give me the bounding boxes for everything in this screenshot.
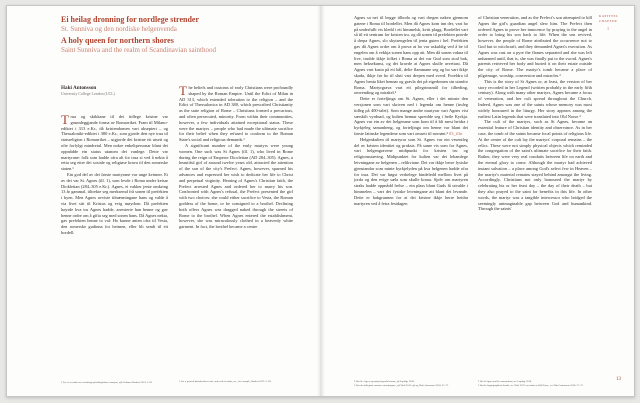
paragraph-text: rua og skikkane til dei tidlege kristne var grunnleggjande forma av Romarriket. Fram til Milano-ediktet i 313 e.Kr., då kristendomen vart akseptert – og Thessaloniki-ediktet i 380 e.Kr., som gjorde den nye trua til statsreligion i Romarriket – utgjorde dei kristne eit utsett og ofte forfylgt mindretal. Men nokre enkeltpersonar blant dei oppnådde ein status utanom det vanlege. Dette var martyrane: folk som hadde ofra alt for trua si ved å nekta å retta seg etter dei sosiale og religiøse krava til den romerske staten.¹ [61,114,168,172]
paragraph: The cult of the martyrs, such as St Agnes, became an essential feature of Christian identity and observance. As in her case, the tomb of the saints became focal points of religious life. At the centre of the cult lay the martyrs' corporal remains – the relics. These were not simply physical objects which reminded the congregation of the saint's ultimate sacrifice for their faith. Rather, they were very real conduits between life on earth and the eternal glory to come. Although the martyr had achieved instant salvation – a place among God's select few in Heaven – the martyr's material remains stayed behind amongst the living. Accordingly, Christians not only honoured the martyr by celebrating his or her feast day – the day of their death – but they also prayed to the saint for benefits in this life. In other words, the martyr was a tangible intercessor who bridged the seemingly unimaginable gap between God and humankind. Through the saints' [478,119,592,212]
page-subtitle-norwegian: St. Sunniva og den nordiske helgenvenda [61,24,177,33]
footnote-line: 2 On St Agnes and her martyrdom, see Lapidge 2018. [478,380,532,383]
paragraph: Helgenkulten til martyrar som St. Agnes var ein vesentleg del av kristen identitet og praksis. På same vis som for Agnes, vart helgengravene midtpunkt for kristen tru og religionsutøving. Midtpunktet for kulten var dei lekamlege leivningane av helgenen – relikviane. Dei var ikkje berre fysiske gjenstandar som minte kyrkjelyden på kva helgenen hadde ofra for trua. Dei var høgst verkelege bindeledd mellom livet på jorda og den evige sæla som skulle koma. Sjølv om martyren straks hadde oppnådd frelse – ein plass blant Guds få utvalde i himmelen – vart dei fysiske leivningane att blant dei levande. Dette er bakgrunnen for at dei kristne ikkje berre heidra martyren ved å feira festdagen [354,136,468,206]
paragraph-text: he beliefs and customs of early Christians were profoundly shaped by the Roman Empire. Until the Edict of Milan in AD 313, which extended toleration to the religion – and the Edict of Thessalonica in AD 380, which prescribed Christianity as the state religion of Rome – Christians formed a precarious, and often persecuted, minority. From within their communities, however, a few individuals attained exceptional status. These were the martyrs – people who had made the ultimate sacrifice for their belief when they refused to conform to the Roman State's social and religious demands.¹ [179,85,293,143]
title-block [61,15,281,54]
paragraph: Ein god del av dei første martyrane var unge kvinner. Ei av dei var St. Agnes (ill. 1), som levde i Roma under keisar Diokletian (284–305 e.Kr.). Agnes, ei vakker jente omkring 13 år gammal, tiltrekte seg merksemd frå sonen til prefekten i byen. Men Agnes avviste tilnærmingane hans og valde å via livet sitt til Kristus og evig møydom. Då prefekten høyrde kva tru Agnes hadde, arresterte han henne og gav henne ordre om å gifta seg med sonen hans. Då Agnes nekta, gav prefekten henne to val: Ho kunne anten ofra til Vesta, den romerske gudinna for heimen, eller bli sendt til eit bordell. [61,171,168,235]
paragraph: of Christian veneration, and as the Prefect's son attempted to kill Agnes the girl's guardian angel slew him. The Prefect then ordered Agnes to prove her innocence by praying to the angel in order to bring his son back to life. When the son revived, however, the people of Rome attributed the occurrence not to God but to witchcraft, and they demanded Agnes's execution. As Agnes was cast on a pyre the flames separated and she was left unharmed until, that is, she was finally put to the sword. Agnes's parents retrieved her body and buried it on their estate outside the city of Rome. The martyr's tomb became a place of pilgrimage, worship, conversion and miracles.² [478,15,592,78]
left-page-column-norwegian [61,114,168,266]
right-page-column-norwegian [354,15,468,267]
chapter-number: 1 [606,26,610,32]
page-title-english: A holy queen for northern shores [61,36,174,45]
footnote-norwegian [61,381,169,385]
paragraph: A significant number of the early martyrs were young women. One such was St Agnes (ill. 1), who lived in Rome during the reign of Emperor Diocletian (AD 284–305). Agnes, a beautiful girl of around twelve years old, attracted the attention of the son of the city's Prefect. Agnes, however, spurned his advances and expressed her wish to dedicate her life to Christ and perpetual virginity. Hearing of Agnes's Christian faith, the Prefect arrested Agnes and ordered her to marry his son. Confronted with Agnes's refusal, the Prefect presented the girl with two choices: she could either sacrifice to Vesta, the Roman goddess of the home, or be consigned to a brothel. Declining both offers Agnes was dragged naked through the streets of Rome to the brothel. When Agnes entered the establishment, however, she was miraculously clothed in a heavenly white garment. In fact, the brothel became a centre [179,142,293,230]
footnote-english [179,380,289,384]
footnote-line: 1 For a general introduction to the early cult of saints, see, for example, Bartlett 2013: 3–28. [179,380,272,383]
page-gutter-fold [317,6,325,396]
chapter-label-english: CHAPTER [599,18,618,23]
illustration-placeholder-marker: 03_illu [449,130,463,136]
drop-cap: T [61,114,69,127]
footnote-line: 3 Om dei tidlegaste norrøne omsetjingane, sjå Wolf 2013; sjå og Haki Antonsson 2018: 27–37. [354,384,449,387]
book-spread [6,5,635,397]
paragraph: Agnes sa nei til begge tilboda og vart dregen naken gjennom gatene i Roma til bordellet. Men då Agnes kom inn der, vart ho på underfullt vis kledd i eit himmelsk, kvitt plagg. Bordellet vart så til eit sentrum for kristen tru, og då sonen til prefekten prøvde å drepa Agnes, slo skytsengelen til jenta guten i hel. Prefekten gav då Agnes ordre om å prova at ho var uskuldig ved å be til engelen om å vekkja sonen hans opp att. Men då sonen vakna til live, trudde ikkje folket i Roma at det var Gud som stod bak, men heksekunst, og dei kravde at Agnes skulle avrettast. Då Agnes vart kasta på eit bål, delte flammane seg og ho vart ikkje skada, ikkje før ho til slutt vart drepen med sverd. Foreldra til Agnes henta liket hennar og gravla det på eigedomen sin utanfor Roma. Martyrgrava vart eit pilegrimsmål for tilbeding, omvending og mirakel.² [354,15,468,96]
footnotes-english [478,380,594,388]
right-page-column-english [478,15,592,267]
paragraph [179,85,293,143]
paragraph [354,96,468,137]
paragraph: This is the story of St Agnes or, at least, the version of her story recorded in her Legend (written probably in the early fifth century). Along with many other martyrs, Agnes became a focus of veneration, and her cult spread throughout the Church. Indeed, Agnes was one of the saints whose memory was most widely honoured in the liturgy. Her story appears among the earliest Latin legends that were translated into Old Norse.³ [478,78,592,119]
footnote-line: 1 For ei oversikt over forskinga på tidlegkristne martyrar, sjå til dømes Bartlett 2013: 3–28. [61,381,153,384]
chapter-marker [599,14,623,31]
footnote-line: 2 Om St. Agnes og martyrlegenda hennar, sjå Lapidge 2018. [354,380,415,383]
page-number: 13 [616,377,621,382]
chapter-label-norwegian: KAPITTEL [599,14,619,18]
author-block [61,85,181,97]
footnotes-norwegian [354,380,468,388]
drop-cap: T [179,85,187,98]
left-page-column-english [179,85,293,267]
page-subtitle-english: Saint Sunniva and the realm of Scandinavian sainthood [61,45,216,54]
paragraph [61,114,168,172]
author-name: Haki Antonsson [61,85,97,91]
page-title-norwegian: Ei heilag dronning for nordlege strender [61,15,200,24]
paragraph-text: Dette er forteljinga om St. Agnes, eller i det minste den versjonen som vart skriven ned i legenda om henne (truleg tidleg på 400-talet). Som mange andre martyrar vart Agnes vist særskilt vyrdnad, og kulten hennar spreidde seg i heile Kyrkja. Agnes var ein av dei helgenane som kom til å bli mest heidra i kyrkjeleg samanheng, og forteljinga om henne var blant dei første latinske legendene som vart omsett til norrønt.³ [354,96,468,136]
footnote-line: 3 On the hagiographical details, see Wolf 2013; on saints in Old Norse, see Haki Antonsson 2018: 27–37. [478,384,584,387]
author-affiliation: University College London (UCL) [61,92,115,96]
